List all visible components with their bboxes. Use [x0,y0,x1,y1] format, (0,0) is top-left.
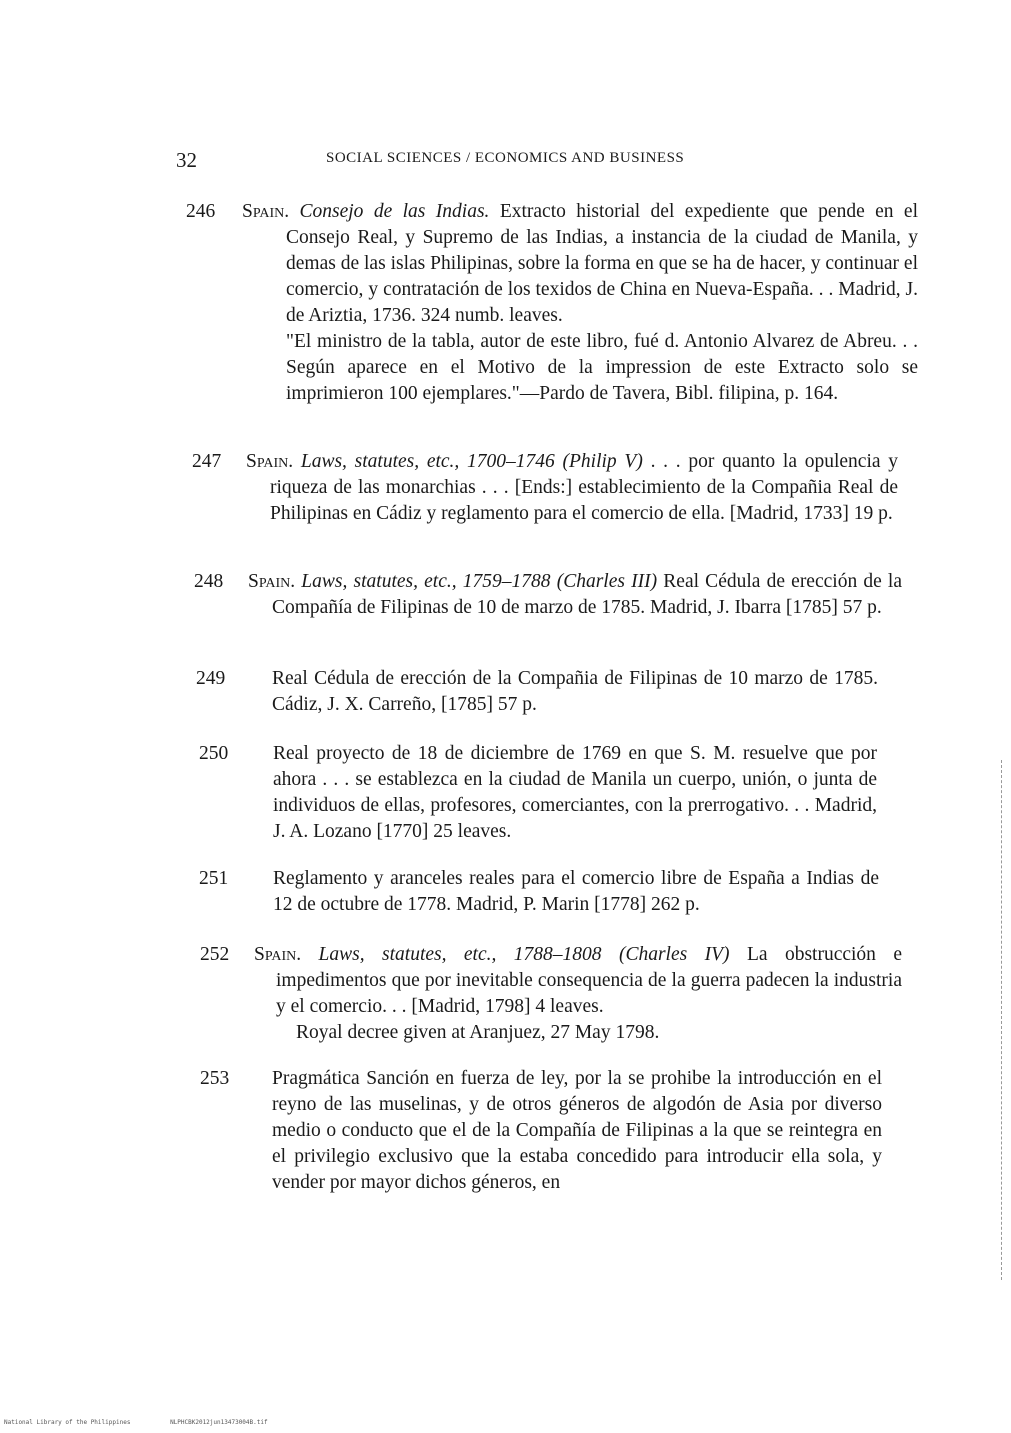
entry-number: 246 [186,201,216,222]
entry-text: . . . por quanto la opulencia y riqueza de las monarchias . . . [Ends:] establecimiento de la Compañia Real de Philipinas en Cádiz y reglamento para el comercio de ella. [Madrid, 1733] 19 p. [270,451,898,524]
scan-footer [4,1419,304,1426]
entry-heading: Laws, statutes, etc., 1700–1746 (Philip V) [300,451,643,472]
entry-author: Spain. [254,944,302,965]
entry-number: 249 [196,668,226,689]
footer-source: National Library of the Philippines [4,1419,131,1426]
entry-text: Real Cédula de erección de la Compañia de Filipinas de 10 marzo de 1785. Cádiz, J. X. Carreño, [1785] 57 p. [272,668,878,715]
running-head-title: SOCIAL SCIENCES / ECONOMICS AND BUSINESS [326,150,685,166]
entry-body [242,199,918,407]
entry-body [248,569,902,621]
page-number: 32 [176,148,197,172]
entry-heading: Laws, statutes, etc., 1759–1788 (Charles III) [301,571,658,592]
entry-body [273,741,877,845]
entry-text: Pragmática Sanción en fuerza de ley, por la se prohibe la introducción en el reyno de las muselinas, y de otros géneros de algodón de Asia por diverso medio o conducto que el de la Compañía de Filipinas a la que se reintegra en el privilegio exclusivo que la estaba concedido para introducir ella sola, y vender por mayor dichos géneros, en [272,1068,882,1193]
running-head [176,148,896,178]
entry-number: 250 [199,743,229,764]
entry-number: 251 [199,868,229,889]
entry-number: 253 [200,1068,230,1089]
entry-note: "El ministro de la tabla, autor de este libro, fué d. Antonio Alvarez de Abreu. . . Según aparece en el Motivo de la impression de este Extracto solo se imprimieron 100 ejemplares."—Pardo de Tavera, Bibl. filipina, p. 164. [286,331,918,404]
entry-author: Spain. [242,201,290,222]
entry-body [273,866,879,918]
entry-heading: Consejo de las Indias. [299,201,490,222]
entry-body [246,449,898,527]
entry-body [272,1066,882,1196]
entry-text: Extracto historial del expediente que pende en el Consejo Real, y Supremo de las Indias, a instancia de la ciudad de Manila, y demas de las islas Philipinas, sobre la forma en que se ha de hacer, y continuar el comercio, y contratación de los texidos de China en Nueva-España. . . Madrid, J. de Ariztia, 1736. 324 numb. leaves. [286,201,919,326]
entry-text: Reglamento y aranceles reales para el comercio libre de España a Indias de 12 de octubre de 1778. Madrid, P. Marin [1778] 262 p. [273,868,879,915]
entry-text: Real proyecto de 18 de diciembre de 1769 en que S. M. resuelve que por ahora . . . se establezca en la ciudad de Manila un cuerpo, unión, o junta de individuos de ellas, profesores, comerciantes, con la prerrogativo. . . Madrid, J. A. Lozano [1770] 25 leaves. [273,743,877,842]
entry-number: 252 [200,944,230,965]
entry-body [254,942,902,1046]
entry-author: Spain. [246,451,294,472]
footer-filename: NLPHCBK2012jun13473004B.tif [170,1419,268,1426]
entry-number: 247 [192,451,222,472]
entry-note: Royal decree given at Aranjuez, 27 May 1798. [296,1022,660,1043]
scan-margin-line [1001,760,1002,1280]
entry-text: La obstrucción e impedimentos que por inevitable consequencia de la guerra padecen la industria y el comercio. . . [Madrid, 1798] 4 leaves. [276,944,903,1017]
entry-author: Spain. [248,571,296,592]
entry-number: 248 [194,571,224,592]
entry-body [272,666,878,718]
entry-text: Real Cédula de erección de la Compañía de Filipinas de 10 de marzo de 1785. Madrid, J. Ibarra [1785] 57 p. [272,571,903,618]
entry-heading: Laws, statutes, etc., 1788–1808 (Charles IV) [318,944,730,965]
